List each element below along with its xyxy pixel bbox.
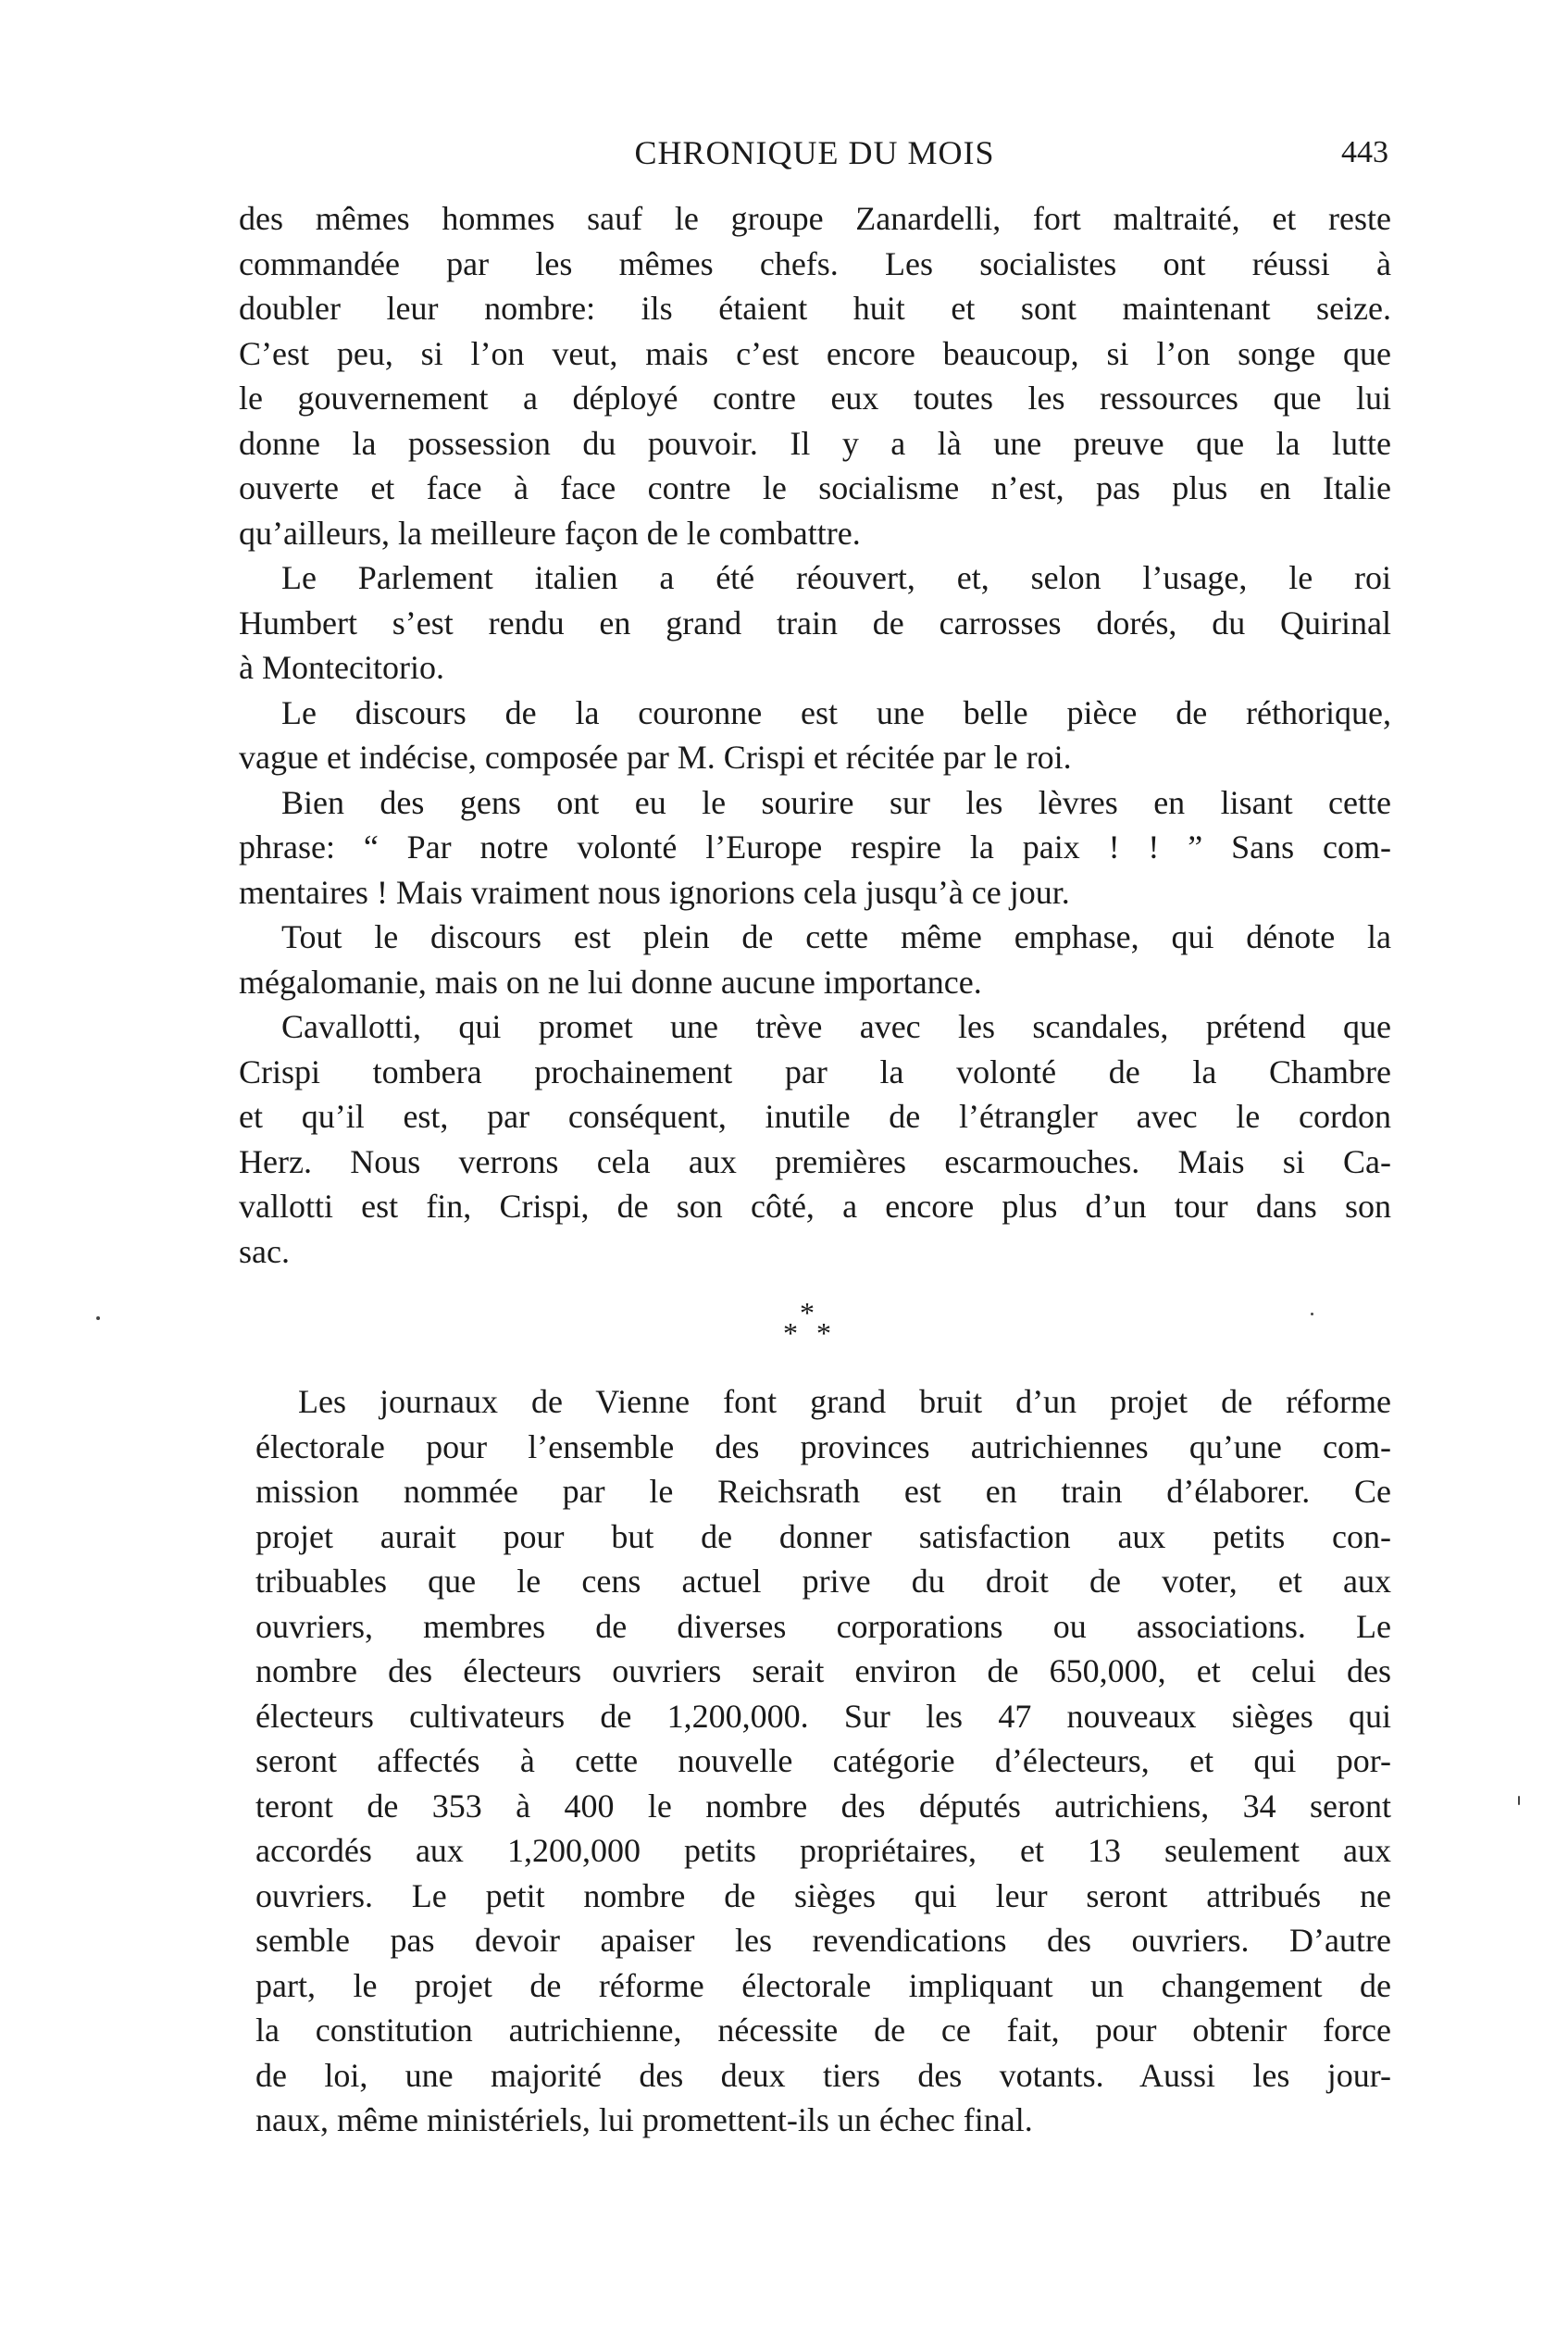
text-line: électorale pour l’ensemble des provinces autrichiennes qu’une com- — [255, 1427, 1391, 1465]
text-line: teront de 353 à 400 le nombre des députés autrichiens, 34 seront — [255, 1787, 1391, 1825]
text-line: seront affectés à cette nouvelle catégorie d’électeurs, et qui por- — [255, 1742, 1391, 1779]
scan-speck — [96, 1316, 100, 1320]
text-line: doubler leur nombre: ils étaient huit et sont maintenant seize. — [239, 290, 1391, 327]
running-title: CHRONIQUE DU MOIS — [634, 134, 995, 171]
text-line: donne la possession du pouvoir. Il y a là une preuve que la lutte — [239, 424, 1391, 462]
paragraph-start-line: Le discours de la couronne est une belle pièce de réthorique, — [281, 693, 1391, 731]
running-header — [241, 130, 1388, 176]
text-line: vague et indécise, composée par M. Crispi et récitée par le roi. — [239, 739, 1072, 776]
text-line: ouvriers, membres de diverses corporations ou associations. Le — [255, 1607, 1391, 1645]
text-line: mégalomanie, mais on ne lui donne aucune importance. — [239, 963, 982, 1001]
text-line: Herz. Nous verrons cela aux premières escarmouches. Mais si Ca- — [239, 1142, 1391, 1180]
text-line: mission nommée par le Reichsrath est en train d’élaborer. Ce — [255, 1473, 1391, 1510]
section-divider-asterism — [778, 1296, 852, 1352]
text-line: le gouvernement a déployé contre eux toutes les ressources que lui — [239, 380, 1391, 417]
text-line: des mêmes hommes sauf le groupe Zanardelli, fort maltraité, et reste — [239, 200, 1391, 237]
scan-speck — [1518, 1796, 1520, 1805]
text-line: à Montecitorio. — [239, 649, 444, 686]
text-line: tribuables que le cens actuel prive du droit de voter, et aux — [255, 1563, 1391, 1600]
paragraph-start-line: Bien des gens ont eu le sourire sur les lèvres en lisant cette — [281, 783, 1391, 821]
asterism-star: * — [800, 1296, 815, 1329]
text-line: accordés aux 1,200,000 petits propriétaires, et 13 seulement aux — [255, 1832, 1391, 1869]
text-line: semble pas devoir apaiser les revendications des ouvriers. D’autre — [255, 1922, 1391, 1959]
asterism-star: * — [783, 1316, 798, 1350]
asterism-star: * — [816, 1316, 831, 1350]
text-line: mentaires ! Mais vraiment nous ignorions cela jusqu’à ce jour. — [239, 873, 1070, 911]
text-line: commandée par les mêmes chefs. Les socialistes ont réussi à — [239, 244, 1391, 282]
paragraph-start-line: Tout le discours est plein de cette même emphase, qui dénote la — [281, 918, 1391, 955]
text-section-austria — [255, 1379, 1391, 2143]
text-line: Humbert s’est rendu en grand train de carrosses dorés, du Quirinal — [239, 604, 1391, 642]
paragraph-start-line: Cavallotti, qui promet une trève avec les scandales, prétend que — [281, 1008, 1391, 1045]
text-line: la constitution autrichienne, nécessite de ce fait, pour obtenir force — [255, 2012, 1391, 2049]
text-line: Crispi tombera prochainement par la volonté de la Chambre — [239, 1053, 1391, 1090]
text-line: projet aurait pour but de donner satisfaction aux petits con- — [255, 1517, 1391, 1555]
text-line: C’est peu, si l’on veut, mais c’est encore beaucoup, si l’on songe que — [239, 334, 1391, 372]
paragraph-start-line: Le Parlement italien a été réouvert, et, selon l’usage, le roi — [281, 559, 1391, 596]
paragraph-start-line: Les journaux de Vienne font grand bruit d’un projet de réforme — [298, 1383, 1391, 1420]
page-number: 443 — [1341, 135, 1388, 169]
scan-speck — [1311, 1313, 1313, 1315]
text-line: et qu’il est, par conséquent, inutile de l’étrangler avec le cordon — [239, 1098, 1391, 1135]
text-line: qu’ailleurs, la meilleure façon de le combattre. — [239, 514, 861, 552]
text-section-italy — [239, 196, 1391, 1274]
text-line: électeurs cultivateurs de 1,200,000. Sur les 47 nouveaux sièges qui — [255, 1697, 1391, 1735]
text-line: ouverte et face à face contre le socialisme n’est, pas plus en Italie — [239, 469, 1391, 506]
text-line: phrase: “ Par notre volonté l’Europe respire la paix ! ! ” Sans com- — [239, 828, 1391, 866]
text-line: vallotti est fin, Crispi, de son côté, a encore plus d’un tour dans son — [239, 1188, 1391, 1225]
text-line: ouvriers. Le petit nombre de sièges qui leur seront attribués ne — [255, 1876, 1391, 1914]
text-line: nombre des électeurs ouvriers serait environ de 650,000, et celui des — [255, 1652, 1391, 1689]
text-line: naux, même ministériels, lui promettent-ils un échec final. — [255, 2101, 1033, 2138]
text-line: sac. — [239, 1232, 290, 1270]
text-line: part, le projet de réforme électorale impliquant un changement de — [255, 1966, 1391, 2004]
text-line: de loi, une majorité des deux tiers des votants. Aussi les jour- — [255, 2056, 1391, 2094]
